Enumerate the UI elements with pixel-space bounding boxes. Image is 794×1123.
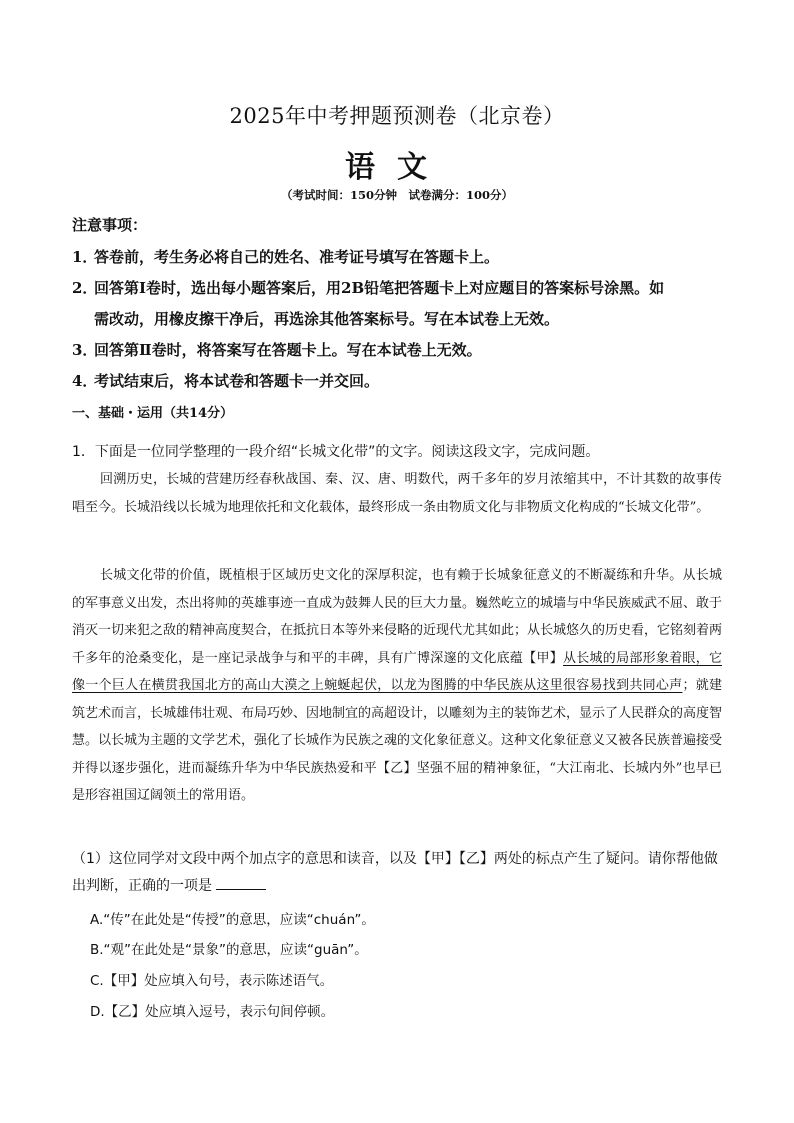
passage-text: ；就建筑艺术而言，长城雄伟壮观、布局巧妙、因地制宜的高超设计，以雕刻为主的装饰艺术，显示了人民群众的高度智慧。以长城为主题的文学艺术，强化了长城作为民族之魂的文化象征意义。这种文化象征意义又被各民族普遍接受并得以逐步强化，进而凝练升华为中华民族热爱和平【乙】坚强不屈的精神象征，“大江南北、长城内外”也早已是形容祖国辽阔领土的常用语。: [72, 678, 723, 803]
exam-title: 2025年中考押题预测卷（北京卷）: [229, 104, 565, 128]
question-intro: 1．下面是一位同学整理的一段介绍“长城文化带”的文字。阅读这段文字，完成问题。: [72, 444, 600, 460]
subject-title: 语文: [345, 150, 449, 185]
option-b: B.“观”在此处是“景象”的意思，应读“guān”。: [90, 942, 368, 958]
section-heading: 一、基础・运用（共14分）: [72, 406, 234, 421]
notes-heading: 注意事项：: [72, 216, 148, 234]
note-text: 答卷前，考生务必将自己的姓名、准考证号填写在答题卡上。: [94, 248, 500, 266]
option-d: D.【乙】处应填入逗号，表示句间停顿。: [90, 1004, 335, 1020]
note-number: 4．: [72, 372, 98, 390]
passage-paragraph-2: [72, 562, 722, 810]
note-text-continued: 需改动，用橡皮擦干净后，再选涂其他答案标号。写在本试卷上无效。: [94, 310, 560, 328]
note-number: 1．: [72, 248, 98, 266]
underlined-sentence: 从长城的局部形象着眼，它像一个巨人在横贯我国北方的高山大漠之上蜿蜒起伏，以龙为图腾的中华民族从这里很容易找到共同心声: [72, 650, 722, 693]
sub-question-1: [72, 846, 722, 900]
exam-info: （考试时间：150分钟 试卷满分：100分）: [280, 188, 513, 202]
option-c: C.【甲】处应填入句号，表示陈述语气。: [90, 973, 334, 989]
note-item-4: [72, 366, 722, 397]
note-item-1: [72, 242, 722, 273]
option-a: A.“传”在此处是“传授”的意思，应读“chuán”。: [90, 912, 375, 928]
note-text: 回答第Ⅰ卷时，选出每小题答案后，用2B铅笔把答题卡上对应题目的答案标号涂黑。如: [94, 279, 665, 297]
answer-blank[interactable]: [216, 877, 266, 890]
note-item-2: [72, 273, 722, 335]
note-text: 回答第Ⅱ卷时，将答案写在答题卡上。写在本试卷上无效。: [94, 341, 482, 359]
note-number: 3．: [72, 341, 98, 359]
passage-text: 长城文化带的价值，既植根于区域历史文化的深厚积淀，也有赖于长城象征意义的不断凝练和升华。从长城的军事意义出发，杰出将帅的英雄事迹一直成为鼓舞人民的巨大力量。巍然屹立的城墙与中华民族威武不屈、敢于消灭一切来犯之敌的精神高度契合，在抵抗日本等外来侵略的近现代尤其如此；从长城悠久的历史看，它铭刻着两千多年的沧桑变化，是一座记录战争与和平的丰碑，具有广博深邃的文化底蕴【甲】: [72, 568, 723, 666]
note-text: 考试结束后，将本试卷和答题卡一并交回。: [94, 372, 380, 390]
note-number: 2．: [72, 279, 98, 297]
sub-question-text: （1）这位同学对文段中两个加点字的意思和读音，以及【甲】【乙】两处的标点产生了疑问。请你帮他做出判断，正确的一项是: [72, 851, 718, 894]
note-item-3: [72, 335, 722, 366]
passage-paragraph-1: 回溯历史，长城的营建历经春秋战国、秦、汉、唐、明数代，两千多年的岁月浓缩其中，不计其数的故事传唱至今。长城沿线以长城为地理依托和文化载体，最终形成一条由物质文化与非物质文化构成的“长城文化带”。: [72, 472, 722, 515]
